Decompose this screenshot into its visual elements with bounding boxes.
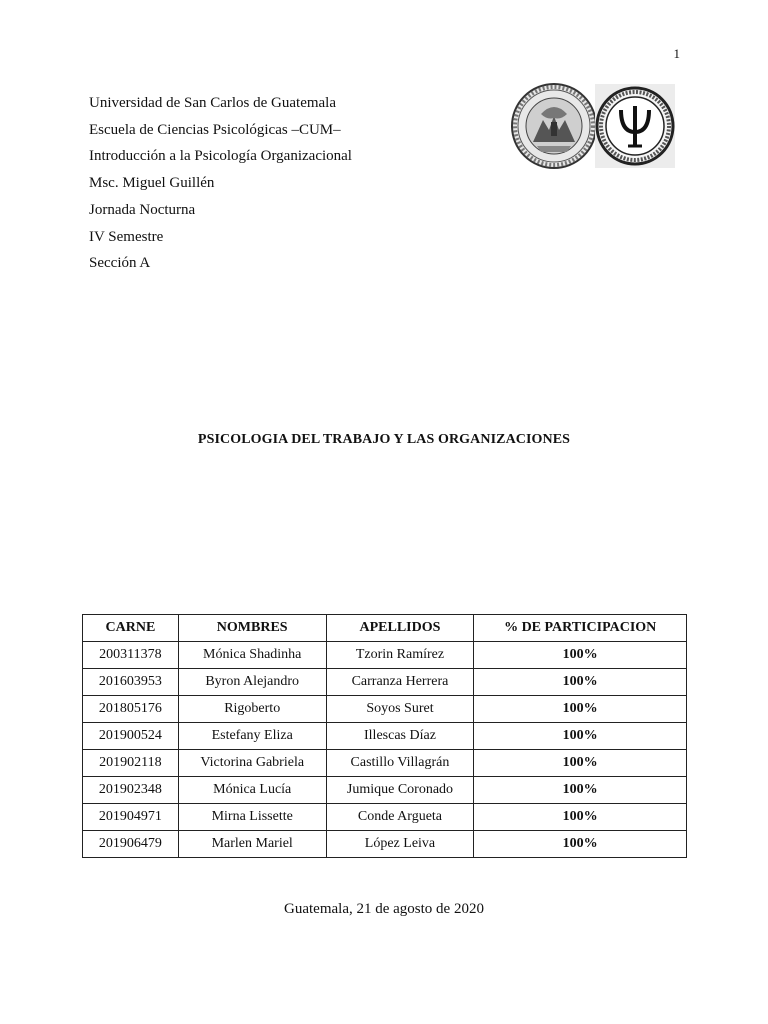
- cell-apellidos: López Leiva: [326, 831, 474, 858]
- table-row: [83, 696, 687, 723]
- cell-nombres: Victorina Gabriela: [178, 750, 326, 777]
- header-nombres: NOMBRES: [178, 615, 326, 642]
- cell-carne: 201902348: [83, 777, 179, 804]
- header-participacion: % DE PARTICIPACION: [474, 615, 687, 642]
- cell-apellidos: Carranza Herrera: [326, 669, 474, 696]
- cell-nombres: Byron Alejandro: [178, 669, 326, 696]
- cell-participacion: 100%: [474, 723, 687, 750]
- instructor-name: Msc. Miguel Guillén: [89, 175, 215, 192]
- cell-nombres: Rigoberto: [178, 696, 326, 723]
- table-row: [83, 750, 687, 777]
- footer-date: Guatemala, 21 de agosto de 2020: [284, 901, 484, 917]
- cell-participacion: 100%: [474, 696, 687, 723]
- cell-apellidos: Jumique Coronado: [326, 777, 474, 804]
- document-title: PSICOLOGIA DEL TRABAJO Y LAS ORGANIZACIONES: [197, 432, 571, 447]
- cell-nombres: Mónica Lucía: [178, 777, 326, 804]
- header-carne: CARNE: [83, 615, 179, 642]
- psi-seal-icon: [595, 84, 675, 168]
- table-row: [83, 831, 687, 858]
- course-name: Introducción a la Psicología Organizacional: [89, 148, 352, 165]
- cell-nombres: Mónica Shadinha: [178, 642, 326, 669]
- cell-nombres: Mirna Lissette: [178, 804, 326, 831]
- cell-apellidos: Soyos Suret: [326, 696, 474, 723]
- cell-apellidos: Tzorin Ramírez: [326, 642, 474, 669]
- schedule: Jornada Nocturna: [89, 201, 196, 218]
- cell-carne: 201904971: [83, 804, 179, 831]
- table-row: [83, 777, 687, 804]
- cell-nombres: Estefany Eliza: [178, 723, 326, 750]
- university-name: Universidad de San Carlos de Guatemala: [89, 95, 337, 111]
- table-row: [83, 669, 687, 696]
- page-number: 1: [673, 46, 680, 61]
- cell-apellidos: Castillo Villagrán: [326, 750, 474, 777]
- cell-nombres: Marlen Mariel: [178, 831, 326, 858]
- cell-participacion: 100%: [474, 831, 687, 858]
- cell-carne: 201603953: [83, 669, 179, 696]
- cell-carne: 201906479: [83, 831, 179, 858]
- cell-participacion: 100%: [474, 642, 687, 669]
- table-header-row: [83, 615, 687, 642]
- semester: IV Semestre: [89, 228, 164, 245]
- section: Sección A: [89, 255, 151, 272]
- university-seal-icon: [512, 84, 596, 168]
- participants-table: [82, 614, 687, 858]
- table-row: [83, 723, 687, 750]
- cell-carne: 201805176: [83, 696, 179, 723]
- cell-carne: 200311378: [83, 642, 179, 669]
- cell-carne: 201900524: [83, 723, 179, 750]
- logos: [511, 80, 677, 172]
- institution-header: [89, 90, 352, 277]
- cell-participacion: 100%: [474, 669, 687, 696]
- table-row: [83, 642, 687, 669]
- cell-apellidos: Conde Argueta: [326, 804, 474, 831]
- cell-carne: 201902118: [83, 750, 179, 777]
- table-row: [83, 804, 687, 831]
- cell-participacion: 100%: [474, 777, 687, 804]
- school-name: Escuela de Ciencias Psicológicas –CUM–: [89, 121, 341, 138]
- cell-participacion: 100%: [474, 750, 687, 777]
- header-apellidos: APELLIDOS: [326, 615, 474, 642]
- cell-participacion: 100%: [474, 804, 687, 831]
- cell-apellidos: Illescas Díaz: [326, 723, 474, 750]
